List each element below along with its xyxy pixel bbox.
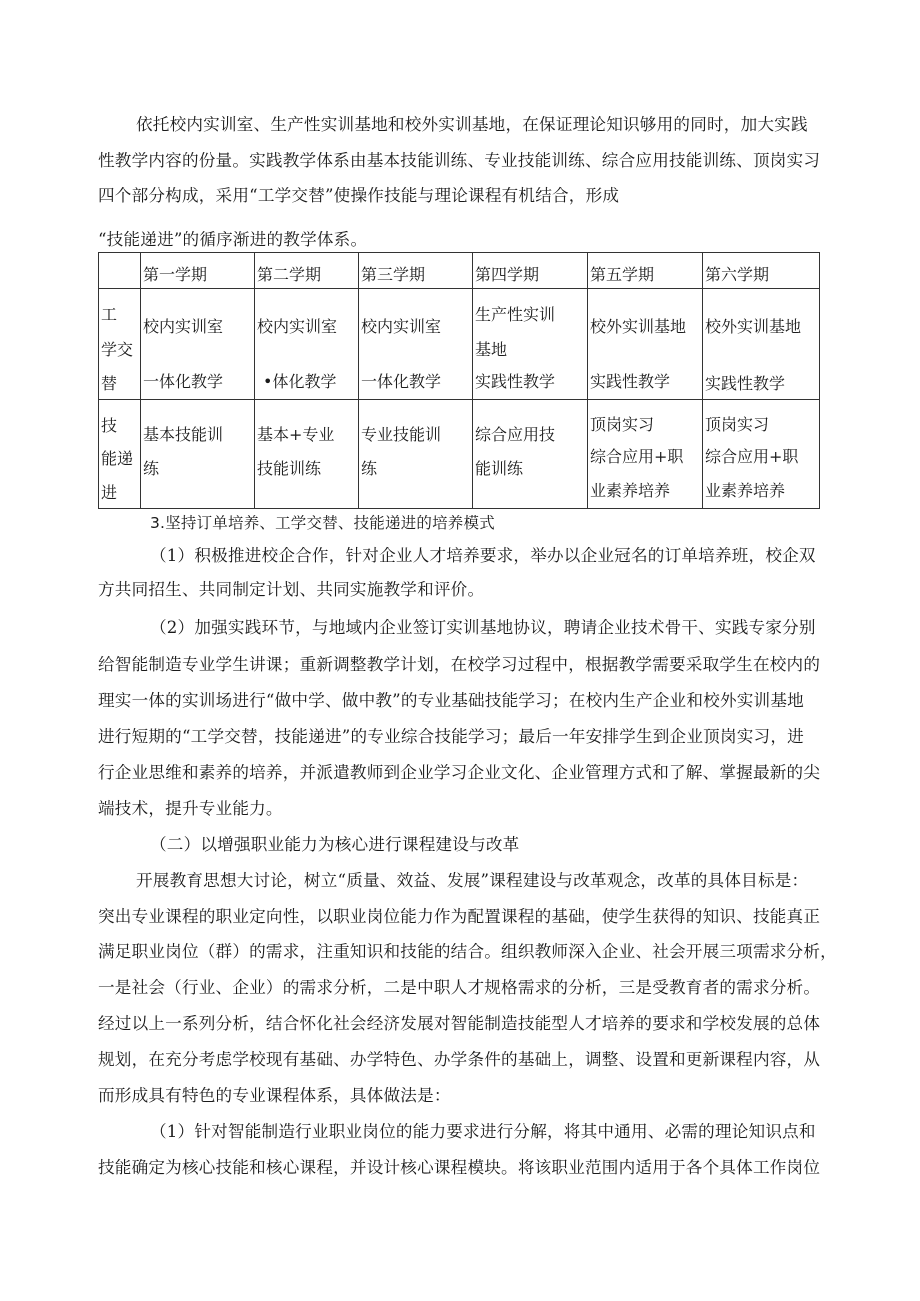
section-3-p2-line-1: （2）加强实践环节，与地域内企业签订实训基地协议，聘请企业技术骨干、实践专家分别 (150, 618, 816, 637)
table-row (99, 400, 820, 509)
table-header: 第二学期 (255, 253, 359, 289)
table-cell: 校内实训室 •体化教学 (255, 289, 359, 400)
section-3-p1-line-1: （1）积极推进校企合作，针对企业人才培养要求，举办以企业冠名的订单培养班，校企双 (150, 546, 816, 565)
section-3-p2-line-2: 给智能制造专业学生讲课；重新调整教学计划，在校学习过程中，根据教学需要采取学生在校内的 (98, 655, 821, 674)
section-2-line-5: 经过以上一系列分析，结合怀化社会经济发展对智能制造技能型人才培养的要求和学校发展的总体 (98, 1014, 821, 1033)
table-cell: 顶岗实习 综合应用+职 业素养培养 (703, 400, 820, 509)
section-2-heading: （二）以增强职业能力为核心进行课程建设与改革 (150, 835, 520, 854)
table-cell: 生产性实训 基地 实践性教学 (473, 289, 588, 400)
section-3-p2-line-4: 进行短期的“工学交替，技能递进”的专业综合技能学习；最后一年安排学生到企业顶岗实习，进 (98, 727, 804, 746)
table-cell: 校内实训室 一体化教学 (359, 289, 473, 400)
section-3-p2-line-6: 端技术，提升专业能力。 (98, 799, 283, 818)
section-2-line-6: 规划，在充分考虑学校现有基础、办学特色、办学条件的基础上，调整、设置和更新课程内容，从 (98, 1050, 821, 1069)
table-header: 第三学期 (359, 253, 473, 289)
table-cell: 校外实训基地 实践性教学 (703, 289, 820, 400)
intro-line-4: “技能递进”的循序渐进的教学体系。 (98, 230, 368, 249)
section-2-line-9: 技能确定为核心技能和核心课程，并设计核心课程模块。将该职业范围内适用于各个具体工作岗位 (98, 1158, 821, 1177)
table-header: 第六学期 (703, 253, 820, 289)
section-2-line-2: 突出专业课程的职业定向性，以职业岗位能力作为配置课程的基础，使学生获得的知识、技能真正 (98, 907, 821, 926)
section-2-line-3: 满足职业岗位（群）的需求，注重知识和技能的结合。组织教师深入企业、社会开展三项需求分析， (98, 942, 837, 961)
table-row (99, 289, 820, 400)
table-header: 第四学期 (473, 253, 588, 289)
table-cell: 顶岗实习 综合应用+职 业素养培养 (588, 400, 703, 509)
section-2-line-4: 一是社会（行业、企业）的需求分析，二是中职人才规格需求的分析，三是受教育者的需求分析。 (98, 978, 821, 997)
intro-line-1: 依托校内实训室、生产性实训基地和校外实训基地，在保证理论知识够用的同时，加大实践 (136, 115, 808, 134)
intro-line-2: 性教学内容的份量。实践教学体系由基本技能训练、专业技能训练、综合应用技能训练、顶岗实习 (98, 151, 821, 170)
table-cell: 综合应用技 能训练 (473, 400, 588, 509)
section-3-p2-line-5: 行企业思维和素养的培养，并派遣教师到企业学习企业文化、企业管理方式和了解、掌握最新的尖 (98, 763, 821, 782)
table-cell: 专业技能训 练 (359, 400, 473, 509)
section-3-p1-line-2: 方共同招生、共同制定计划、共同实施教学和评价。 (98, 580, 485, 599)
table-cell: 校外实训基地 实践性教学 (588, 289, 703, 400)
section-2-line-1: 开展教育思想大讨论，树立“质量、效益、发展”课程建设与改革观念，改革的具体目标是： (136, 871, 809, 890)
row-label-cell: 技 能递 进 (99, 400, 141, 509)
section-3-heading: 3.坚持订单培养、工学交替、技能递进的培养模式 (150, 514, 495, 532)
section-2-line-8: （1）针对智能制造行业职业岗位的能力要求进行分解，将其中通用、必需的理论知识点和 (150, 1122, 816, 1141)
section-3-p2-line-3: 理实一体的实训场进行“做中学、做中教”的专业基础技能学习；在校内生产企业和校外实训基地 (98, 691, 804, 710)
table-header-row (99, 253, 820, 289)
table-cell: 基本技能训 练 (141, 400, 255, 509)
row-label-cell: 工 学交 替 (99, 289, 141, 400)
table-header: 第五学期 (588, 253, 703, 289)
table-cell: 校内实训室 一体化教学 (141, 289, 255, 400)
table-header: 第一学期 (141, 253, 255, 289)
intro-line-3: 四个部分构成，采用“工学交替”使操作技能与理论课程有机结合，形成 (98, 186, 620, 205)
table-cell: 基本+专业 技能训练 (255, 400, 359, 509)
teaching-plan-table (98, 252, 820, 509)
table-corner-cell (99, 253, 141, 289)
section-2-line-7: 而形成具有特色的专业课程体系，具体做法是： (98, 1086, 451, 1105)
